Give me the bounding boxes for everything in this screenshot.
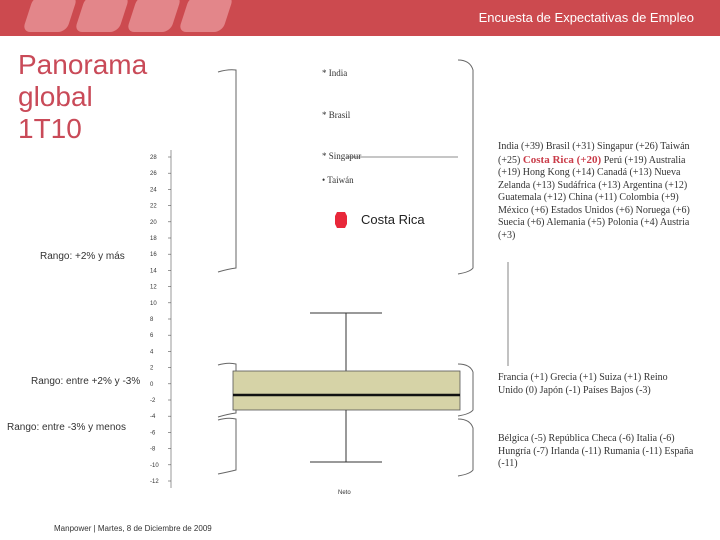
y-tick-label: 14	[150, 268, 157, 275]
y-tick-label: 0	[150, 381, 154, 388]
range-label-high: Rango: +2% y más	[40, 251, 125, 262]
y-tick-label: -2	[150, 398, 156, 404]
footer-text: Manpower | Martes, 8 de Diciembre de 2009	[54, 524, 212, 533]
y-tick-label: 6	[150, 333, 154, 340]
header-title: Encuesta de Expectativas de Empleo	[478, 10, 694, 25]
box-iqr	[233, 371, 460, 410]
y-tick-label: 12	[150, 284, 157, 291]
left-bracket-low	[218, 418, 236, 474]
range-label-mid: Rango: entre +2% y -3%	[31, 376, 141, 387]
left-bracket-high	[218, 70, 236, 272]
y-tick-label: -4	[150, 414, 156, 421]
marker-india: * India	[322, 68, 348, 78]
y-tick-label: 4	[150, 349, 154, 356]
right-bracket-high	[458, 60, 473, 274]
x-axis-label: Neto	[338, 490, 351, 496]
marker-singapur: * Singapur	[322, 151, 362, 161]
country-list-high-after: Perú (+19) Australia (+19) Hong Kong (+14) Canadá (+13) Nueva Zelanda (+13) Sudáfrica (+13) Argentina (+12) Guatemala (+12) China (+11) Colombia (+9) México (+6) Estados Unidos (+6) Noruega (+6) Suecia (+6) Alemania (+5) Polonia (+4) Austria (+3)	[498, 154, 690, 241]
slide-title-line: 1T10	[18, 113, 82, 144]
y-tick-label: 10	[150, 300, 157, 307]
country-list-mid: Francia (+1) Grecia (+1) Suiza (+1) Reino Unido (0) Japón (-1) Países Bajos (-3)	[498, 372, 668, 396]
right-bracket-low	[458, 419, 473, 476]
y-tick-label: -6	[150, 430, 156, 437]
y-tick-label: 20	[150, 219, 157, 226]
country-list-high-before: India (+39) Brasil (+31) Singapur (+26) Taiwán (+25)	[498, 141, 690, 166]
y-tick-label: -12	[150, 479, 159, 485]
y-tick-label: 16	[150, 252, 157, 259]
costa-rica-label: Costa Rica	[361, 212, 425, 227]
costa-rica-marker-icon	[335, 212, 347, 228]
country-highlight-costa-rica: Costa Rica (+20)	[522, 153, 602, 166]
country-list-low: Bélgica (-5) República Checa (-6) Italia (-6) Hungría (-7) Irlanda (-11) Rumania (-11) España (-11)	[498, 433, 694, 469]
y-tick-label: -10	[150, 462, 159, 469]
marker-taiwan: • Taiwán	[322, 175, 354, 185]
y-tick-label: 28	[150, 155, 157, 161]
y-axis-ticks	[150, 155, 171, 485]
y-tick-label: 18	[150, 236, 157, 242]
marker-brasil: * Brasil	[322, 110, 351, 120]
range-label-low: Rango: entre -3% y menos	[7, 422, 126, 433]
y-tick-label: 24	[150, 187, 157, 194]
country-list-high	[498, 141, 690, 242]
y-tick-label: 8	[150, 317, 154, 323]
y-tick-label: 22	[150, 203, 157, 210]
y-tick-label: -8	[150, 446, 156, 453]
y-tick-label: 2	[150, 365, 154, 372]
y-tick-label: 26	[150, 171, 157, 178]
slide-title-line: global	[18, 81, 93, 112]
slide-title-line: Panorama	[18, 49, 148, 80]
